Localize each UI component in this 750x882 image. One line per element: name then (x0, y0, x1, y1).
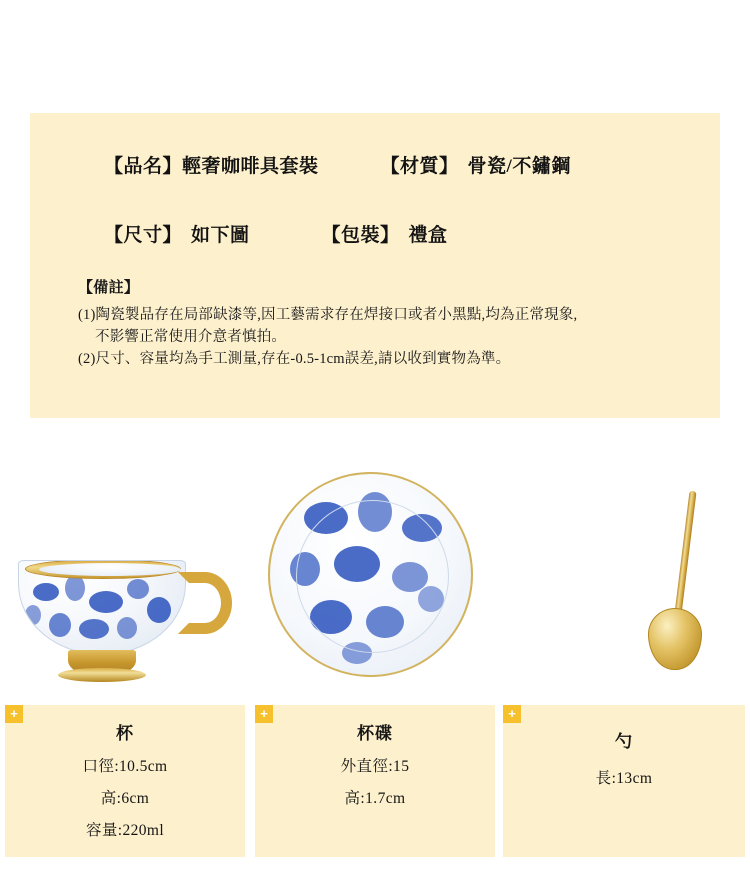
note-line-1-continued: 不影響正常使用介意者慎拍。 (95, 329, 287, 345)
note-line-2: (2)尺寸、容量均為手工測量,存在-0.5-1cm誤差,請以收到實物為準。 (78, 351, 511, 367)
size-label: 【尺寸】 (104, 225, 183, 246)
plus-icon[interactable]: + (5, 705, 23, 723)
product-name-value: 輕奢咖啡具套裝 (182, 156, 319, 177)
spec-box-saucer (255, 705, 495, 857)
note-line-1: (1)陶瓷製品存在局部缺漆等,因工藝需求存在焊接口或者小黑點,均為正常現象, (78, 307, 578, 323)
product-name-label: 【品名】 (104, 156, 183, 177)
plus-icon[interactable]: + (255, 705, 273, 723)
material-value: 骨瓷/不鏽鋼 (467, 156, 571, 177)
cup-interior (39, 563, 181, 576)
saucer-body (268, 472, 473, 677)
floral-motif (33, 583, 59, 601)
cup-handle (178, 572, 232, 634)
floral-motif (147, 597, 171, 623)
spec-line-height: 高:6cm (100, 790, 150, 807)
info-row-size-package (104, 220, 448, 247)
floral-motif (127, 579, 149, 599)
spec-title: 勺 (615, 732, 633, 751)
saucer-well (296, 500, 449, 653)
spec-line-capacity: 容量:220ml (85, 822, 165, 839)
floral-motif (117, 617, 137, 639)
cup-body (18, 560, 186, 655)
spec-line-length: 長:13cm (595, 770, 653, 787)
floral-motif (65, 575, 85, 601)
spec-row (0, 705, 750, 860)
notes-title: 【備註】 (78, 280, 140, 296)
cup-gold-base (58, 668, 146, 682)
spec-line-height: 高:1.7cm (344, 790, 406, 807)
spec-box-spoon (503, 705, 745, 857)
info-row-name-material (104, 151, 571, 178)
size-value: 如下圖 (191, 225, 250, 246)
floral-motif (25, 605, 41, 625)
floral-motif (79, 619, 109, 639)
floral-motif (89, 591, 123, 613)
notes-block (78, 276, 698, 370)
spec-title: 杯 (116, 724, 134, 743)
product-image-row (0, 430, 750, 705)
material-label: 【材質】 (380, 156, 459, 177)
spoon-bowl (648, 608, 702, 670)
plus-icon[interactable]: + (503, 705, 521, 723)
spec-box-cup (5, 705, 245, 857)
floral-motif (49, 613, 71, 637)
package-value: 禮盒 (408, 225, 448, 246)
product-info-panel (30, 113, 720, 418)
spec-line-outer-diameter: 外直徑:15 (340, 758, 410, 775)
cup-image (10, 560, 240, 690)
saucer-image (268, 472, 478, 684)
package-label: 【包裝】 (321, 225, 400, 246)
spec-line-diameter: 口徑:10.5cm (82, 758, 168, 775)
cup-gold-rim (25, 560, 181, 579)
spec-title: 杯碟 (357, 724, 393, 743)
spoon-image (600, 490, 720, 690)
spoon-handle (674, 491, 697, 619)
